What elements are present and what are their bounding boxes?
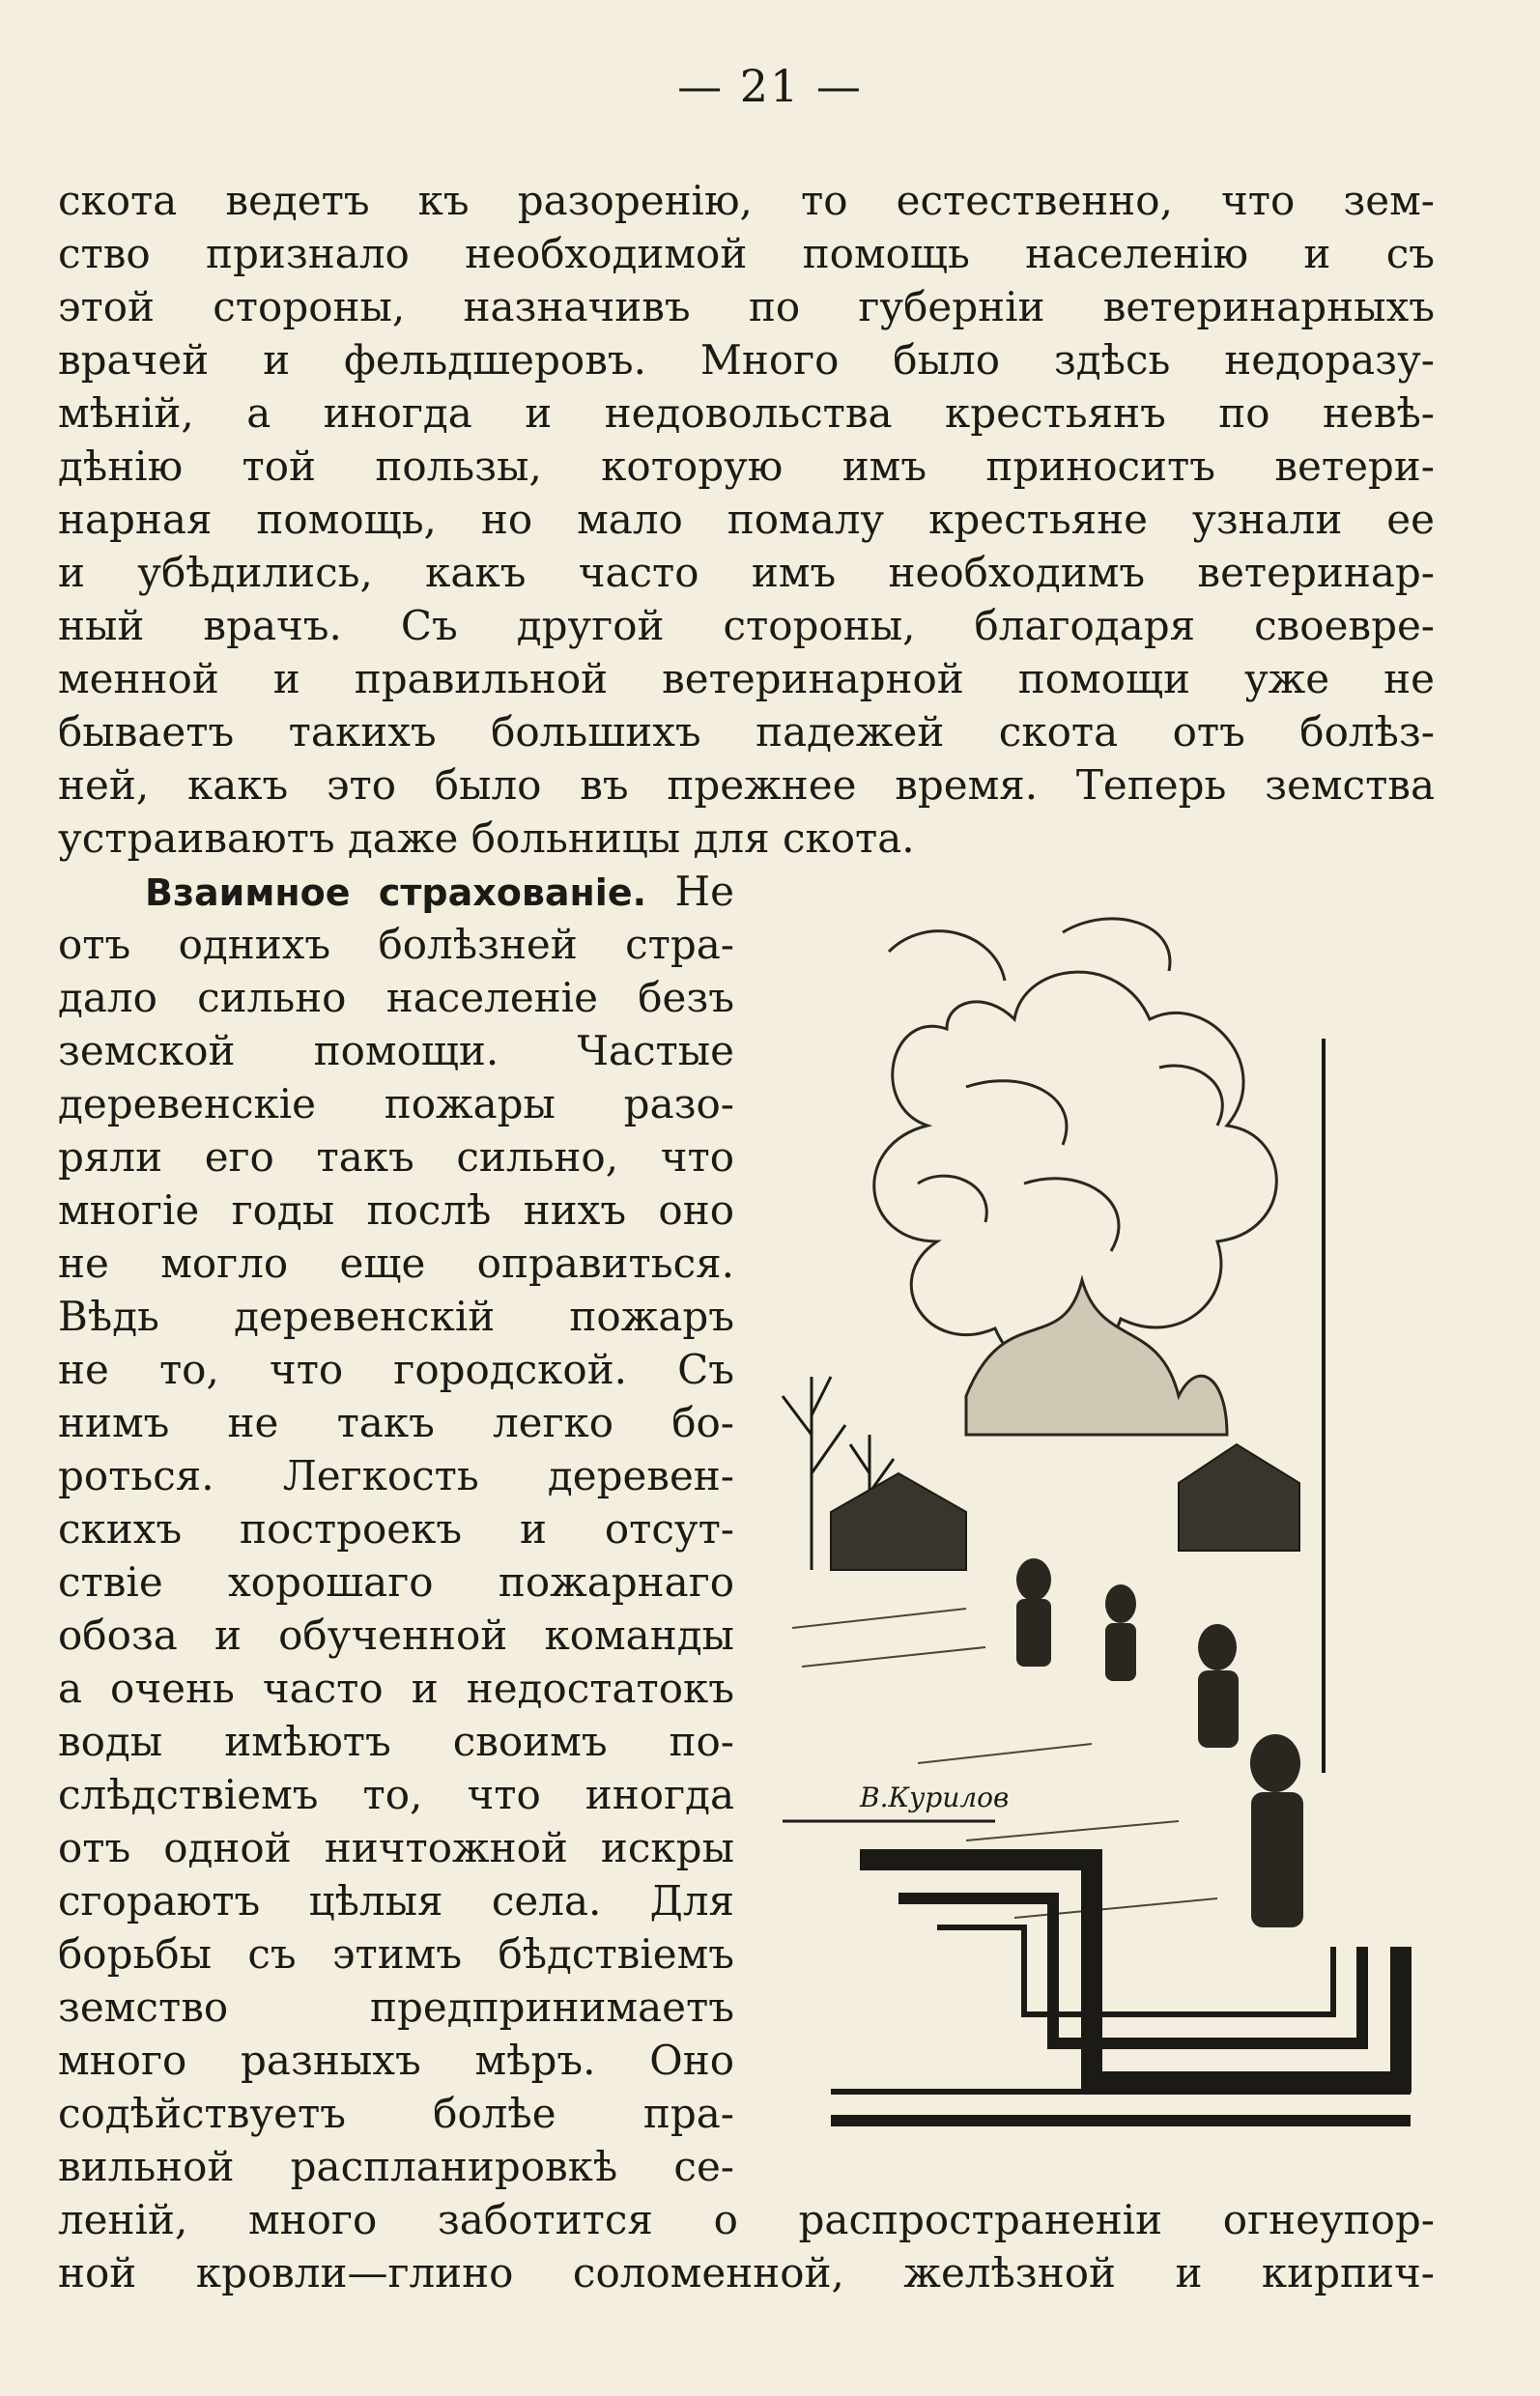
text-line: обоза и обученной команды [58, 1612, 734, 1659]
text-line: нимъ не такъ легко бо- [58, 1399, 734, 1446]
text-line: мѣній, а иногда и недовольства крестьянъ по невѣ- [58, 389, 1435, 437]
text-line: Вѣдь деревенскій пожаръ [58, 1293, 734, 1340]
ground-hatching [792, 1609, 1217, 1918]
text-line: ряли его такъ сильно, что [58, 1133, 734, 1181]
text-line: а очень часто и недостатокъ [58, 1665, 734, 1712]
text-line: вильной распланировкѣ се- [58, 2143, 734, 2190]
text-line: менной и правильной ветеринарной помощи уже не [58, 655, 1435, 702]
top-paragraph [58, 174, 1435, 865]
engraving-svg [773, 894, 1440, 2150]
text-line: скота ведетъ къ разоренію, то естественно, что зем- [58, 177, 1435, 224]
text-line: деревенскіе пожары разо- [58, 1080, 734, 1127]
text-line: леній, много заботится о распространеніи огнеупор- [58, 2196, 1435, 2243]
text-line: нарная помощь, но мало помалу крестьяне узнали ее [58, 496, 1435, 543]
text-line: земской помощи. Частые [58, 1027, 734, 1074]
flames [966, 1280, 1227, 1435]
text-line: ней, какъ это было въ прежнее время. Теперь земства [58, 761, 1435, 809]
text-line: ный врачъ. Съ другой стороны, благодаря своевре- [58, 602, 1435, 649]
text-line: слѣдствіемъ то, что иногда [58, 1771, 734, 1818]
text-line: дѣнію той пользы, которую имъ приноситъ ветери- [58, 442, 1435, 490]
text-line: врачей и фельдшеровъ. Много было здѣсь недоразу- [58, 336, 1435, 384]
section-heading-line [58, 865, 734, 918]
ornamental-frame [831, 1860, 1411, 2121]
village-fire-illustration [773, 894, 1440, 2150]
text-line: много разныхъ мѣръ. Оно [58, 2037, 734, 2084]
text-line: устраиваютъ даже больницы для скота. [58, 814, 915, 862]
artist-signature: В.Курилов [860, 1782, 1010, 1813]
text-line: и убѣдились, какъ часто имъ необходимъ ветеринар- [58, 549, 1435, 596]
text-line: отъ одной ничтожной искры [58, 1824, 734, 1871]
text-line: не то, что городской. Съ [58, 1346, 734, 1393]
section-heading: Взаимное страхованіе. [145, 871, 647, 914]
text-line: этой стороны, назначивъ по губерніи ветеринарныхъ [58, 283, 1435, 330]
text-line: ной кровли—глино соломенной, желѣзной и кирпич- [58, 2249, 1435, 2296]
text-line: земство предпринимаетъ [58, 1983, 734, 2031]
text-line: многіе годы послѣ нихъ оно [58, 1186, 734, 1234]
text-fragment: Не [674, 868, 734, 915]
page-number: — 21 — [677, 60, 863, 112]
bottom-paragraph [58, 2193, 1435, 2299]
text-line: борьбы съ этимъ бѣдствіемъ [58, 1930, 734, 1978]
text-line: скихъ построекъ и отсут- [58, 1505, 734, 1553]
houses [831, 1444, 1299, 1570]
text-line: дало сильно населеніе безъ [58, 974, 734, 1021]
text-line: бываетъ такихъ большихъ падежей скота отъ болѣз- [58, 708, 1435, 756]
running-people [1016, 1558, 1303, 1927]
text-line: ство признало необходимой помощь населенію и съ [58, 230, 1435, 277]
text-line: не могло еще оправиться. [58, 1240, 734, 1287]
text-line: содѣйствуетъ болѣе пра- [58, 2090, 734, 2137]
text-line: ствіе хорошаго пожарнаго [58, 1558, 734, 1606]
text-line: воды имѣютъ своимъ по- [58, 1718, 734, 1765]
text-line: отъ однихъ болѣзней стра- [58, 921, 734, 968]
left-column-text [58, 865, 734, 2193]
text-line: роться. Легкость деревен- [58, 1452, 734, 1499]
text-line: сгораютъ цѣлыя села. Для [58, 1877, 734, 1925]
